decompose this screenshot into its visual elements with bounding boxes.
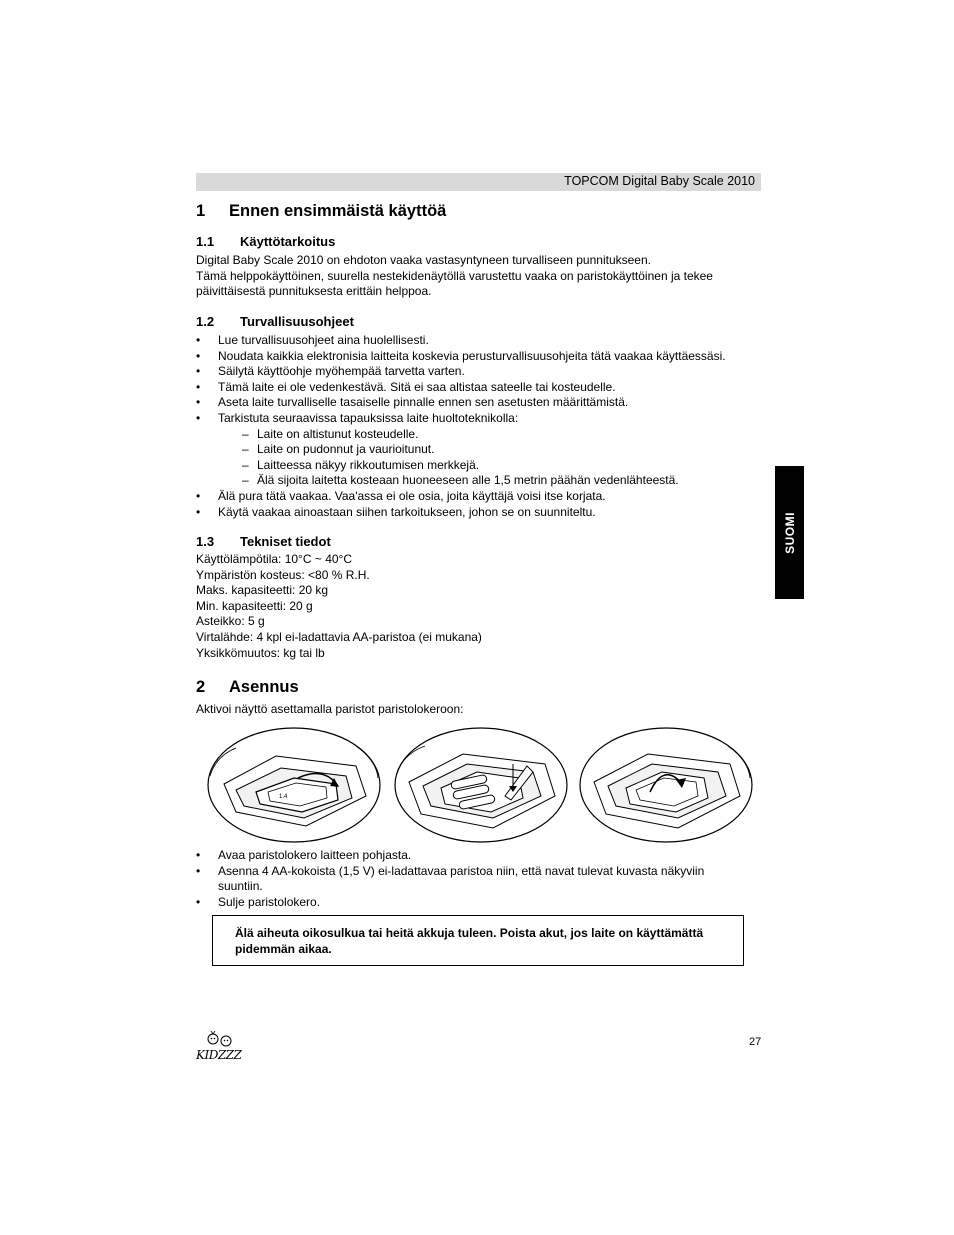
sub-list-item: – Laite on pudonnut ja vaurioitunut. [196, 442, 756, 458]
spec-line: Min. kapasiteetti: 20 g [196, 598, 313, 613]
section-1-3-title: Tekniset tiedot [240, 534, 331, 549]
safety-list [196, 333, 756, 520]
paragraph-line: päivittäisestä punnituksesta erittäin helppoa. [196, 284, 432, 299]
section-2-title: Asennus [229, 678, 299, 696]
list-item: • Asenna 4 AA-kokoista (1,5 V) ei-ladattavaa paristoa niin, että navat tulevat kuvasta näkyviin suuntiin. [196, 864, 756, 895]
section-2-intro [196, 702, 756, 718]
warning-text: Älä aiheuta oikosulkua tai heitä akkuja tuleen. Poista akut, jos laite on käyttämättä pidemmän aikaa. [235, 926, 704, 956]
section-1-2-title: Turvallisuusohjeet [240, 314, 354, 329]
list-item: • Tämä laite ei ole vedenkestävä. Sitä ei saa altistaa sateelle tai kosteudelle. [196, 380, 756, 396]
sub-list-item: – Älä sijoita laitetta kosteaan huoneeseen alle 1,5 metrin päähän vedenlähteestä. [196, 473, 756, 489]
section-1-1-heading [196, 234, 335, 249]
page-number: 27 [749, 1036, 762, 1048]
battery-illustrations [206, 726, 752, 846]
spec-line: Ympäristön kosteus: <80 % R.H. [196, 567, 370, 582]
logo-text: KIDZZZ [196, 1048, 242, 1062]
spec-line: Maks. kapasiteetti: 20 kg [196, 583, 329, 598]
installation-steps [196, 848, 756, 910]
section-1-1-text [196, 253, 756, 300]
section-2-number: 2 [196, 678, 206, 696]
list-item: • Älä pura tätä vaakaa. Vaa'assa ei ole osia, joita käyttäjä voisi itse korjata. [196, 489, 756, 505]
list-item: • Lue turvallisuusohjeet aina huolellisesti. [196, 333, 756, 349]
list-item: • Aseta laite turvalliselle tasaiselle pinnalle ennen sen asetusten määrittämistä. [196, 395, 756, 411]
list-item: • Sulje paristolokero. [196, 895, 756, 911]
list-item: • Noudata kaikkia elektronisia laitteita koskevia perusturvallisuusohjeita tätä vaakaa käyttäessäsi. [196, 349, 756, 365]
intro-line: Aktivoi näyttö asettamalla paristot paristolokeroon: [196, 702, 464, 716]
list-item: • Säilytä käyttöohje myöhempää tarvetta varten. [196, 364, 756, 380]
header-bar [196, 173, 761, 191]
sub-list-item: – Laitteessa näkyy rikkoutumisen merkkejä. [196, 458, 756, 474]
section-1-1-number: 1.1 [196, 234, 215, 249]
list-item: • Tarkistuta seuraavissa tapauksissa laite huoltoteknikolla: [196, 411, 756, 427]
list-item: • Käytä vaakaa ainoastaan siihen tarkoitukseen, johon se on suunniteltu. [196, 505, 756, 521]
paragraph-line: Tämä helppokäyttöinen, suurella nestekidenäytöllä varustettu vaaka on paristokäyttöinen ja tekee [196, 268, 713, 283]
language-tab-label: SUOMI [782, 511, 797, 554]
sub-list-item: – Laite on altistunut kosteudelle. [196, 427, 756, 443]
paragraph-line: Digital Baby Scale 2010 on ehdoton vaaka vastasyntyneen turvalliseen punnitukseen. [196, 253, 651, 267]
language-tab [775, 466, 804, 599]
spec-line: Yksikkömuutos: kg tai lb [196, 645, 325, 660]
warning-box [212, 915, 744, 966]
tech-specs [196, 552, 756, 661]
section-1-number: 1 [196, 202, 206, 220]
section-1-2-heading [196, 314, 354, 329]
spec-line: Asteikko: 5 g [196, 614, 265, 629]
section-1-3-heading [196, 534, 331, 549]
header-title: TOPCOM Digital Baby Scale 2010 [564, 174, 755, 188]
spec-line: Virtalähde: 4 kpl ei-ladattavia AA-paristoa (ei mukana) [196, 629, 482, 644]
section-1-title: Ennen ensimmäistä käyttöä [229, 202, 447, 220]
kidzzz-logo [193, 1030, 247, 1069]
insert-batteries-illustration [393, 726, 569, 844]
section-1-1-title: Käyttötarkoitus [240, 234, 336, 249]
close-compartment-illustration [578, 726, 754, 844]
section-1-2-number: 1.2 [196, 314, 215, 329]
lid-marking: 1.4 [279, 794, 288, 800]
spec-line: Käyttölämpötila: 10°C ~ 40°C [196, 552, 353, 566]
logo-icon [193, 1030, 247, 1064]
open-compartment-illustration [206, 726, 382, 844]
list-item: • Avaa paristolokero laitteen pohjasta. [196, 848, 756, 864]
section-1-heading [196, 202, 446, 221]
section-2-heading [196, 678, 299, 697]
section-1-3-number: 1.3 [196, 534, 215, 549]
